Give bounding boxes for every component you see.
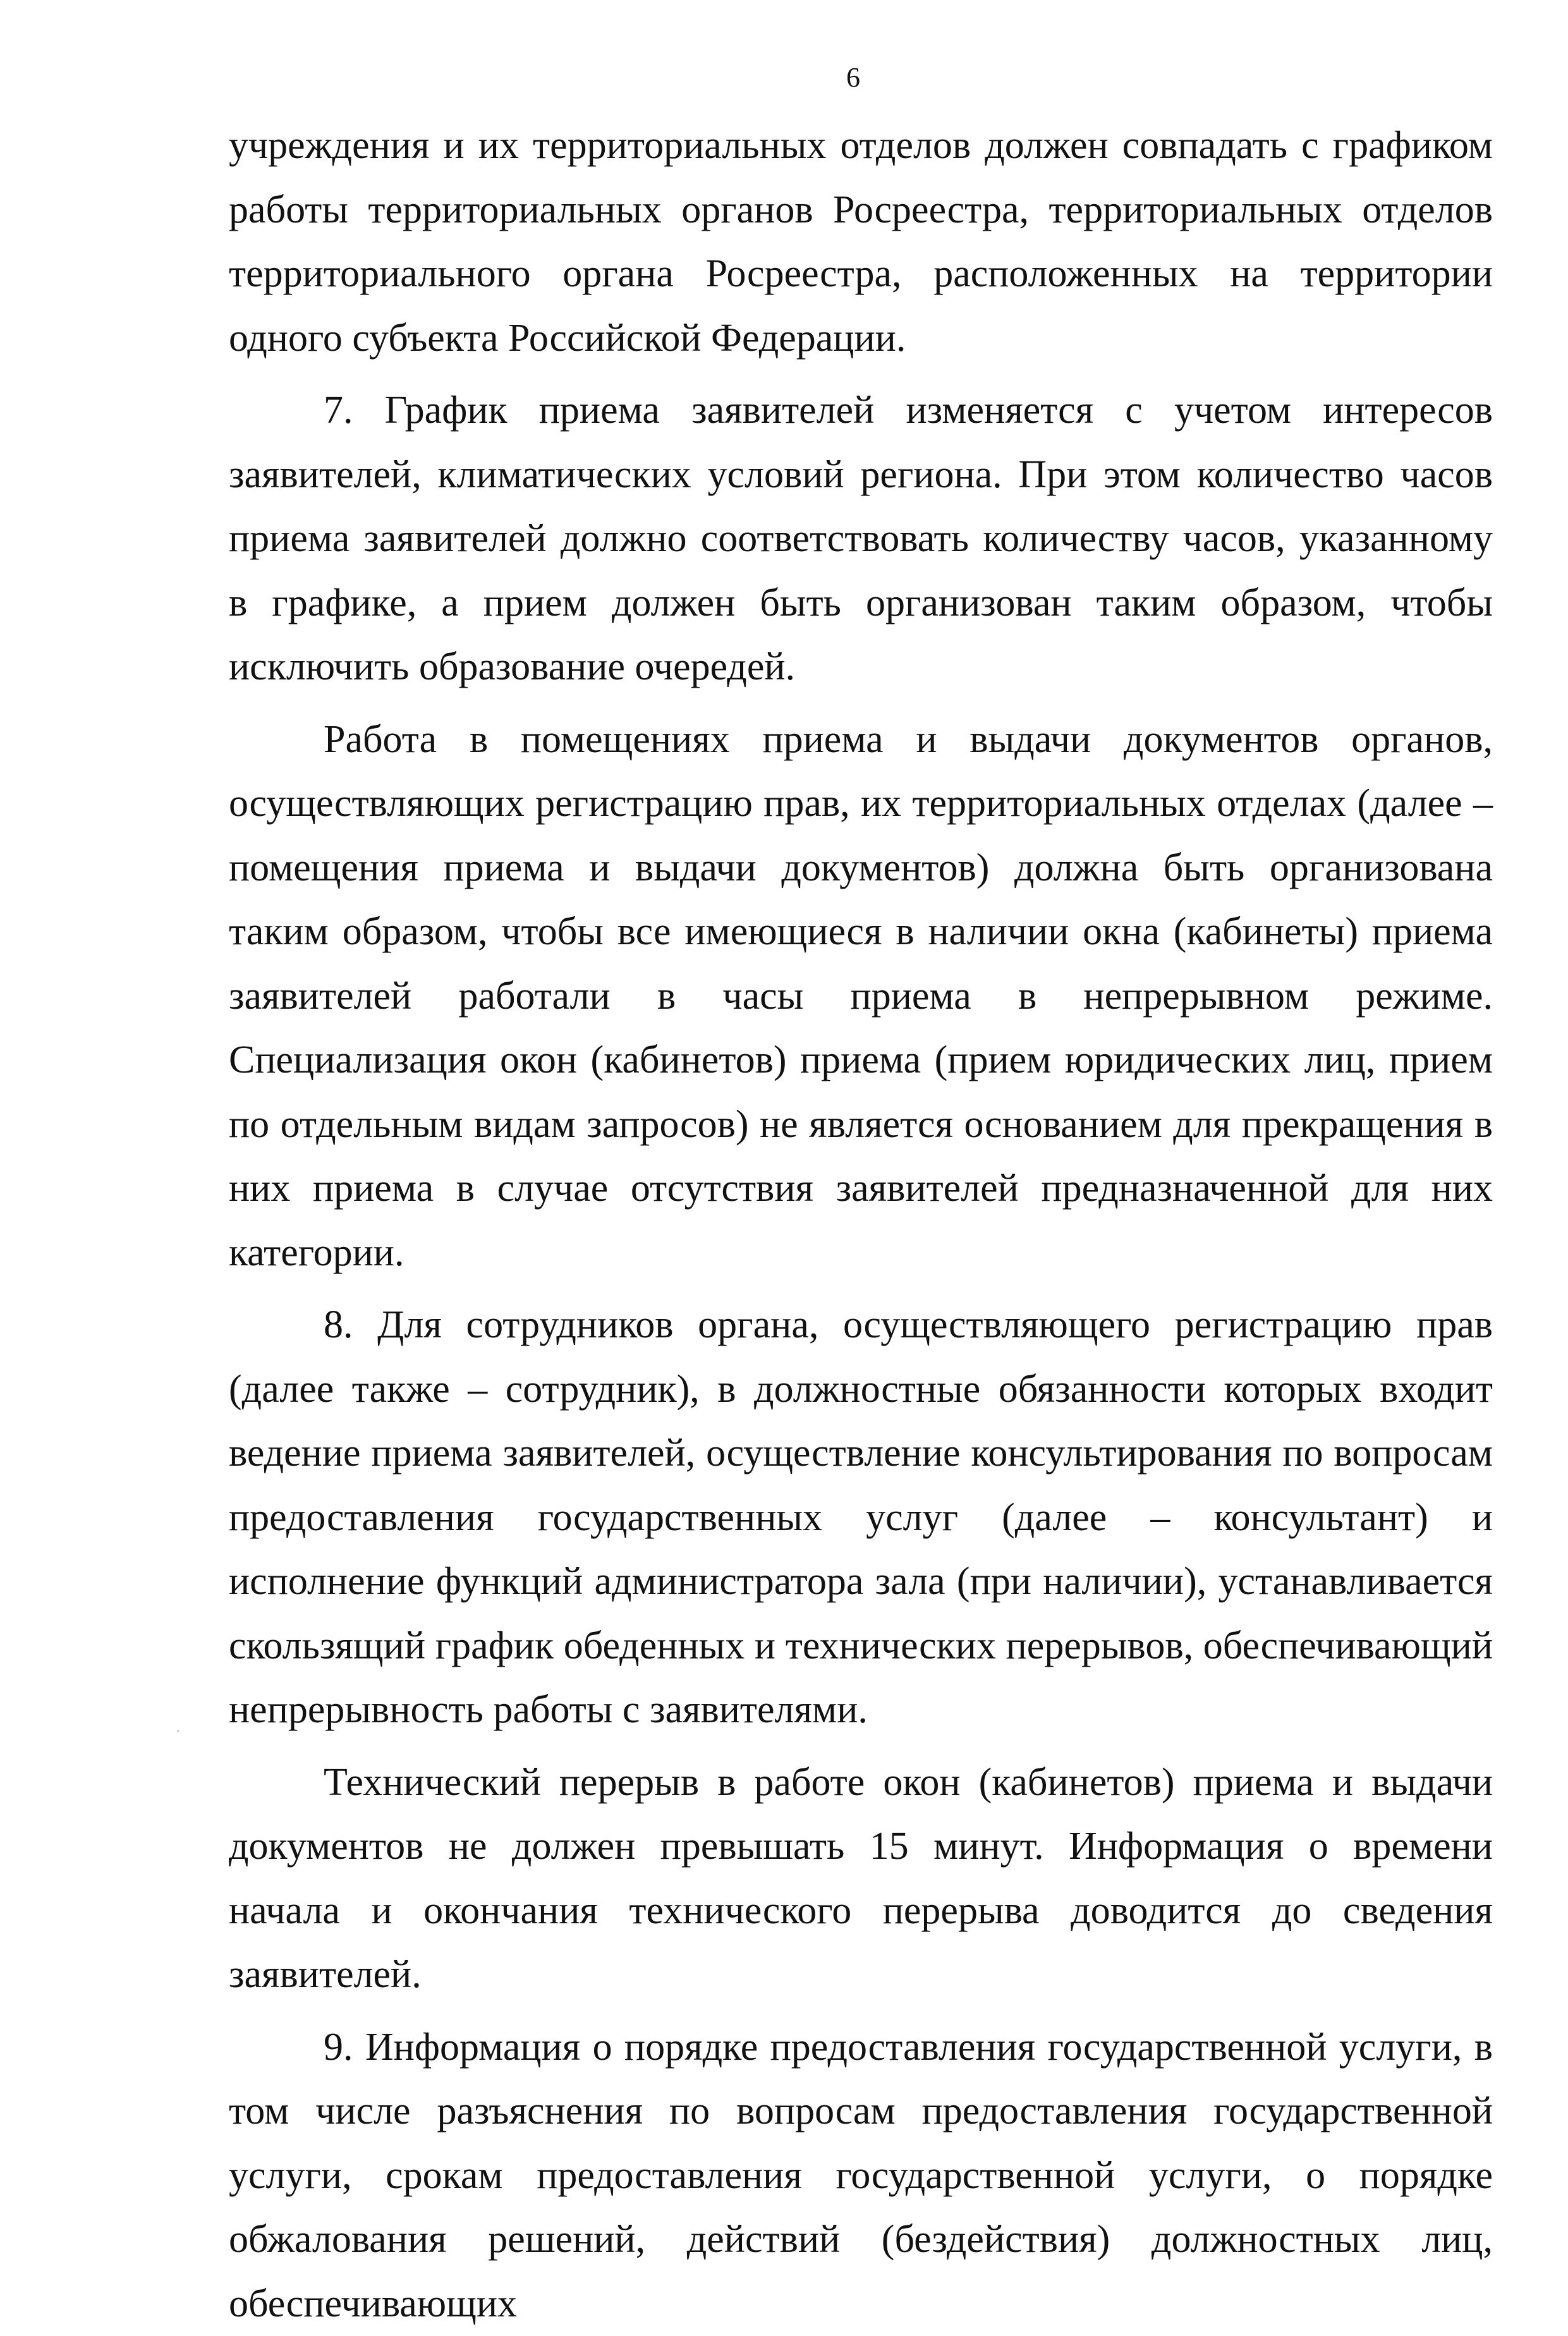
paragraph-reception-rooms: Работа в помещениях приема и выдачи документов органов, осуществляющих регистрацию прав, их территориальных отделах (далее – помещения приема и выдачи документов) должна быть организована таким образом, чтобы все имеющиеся в наличии окна (кабинеты) приема заявителей работали в часы приема в непрерывном режиме. Специализация окон (кабинетов) приема (прием юридических лиц, прием по отдельным видам запросов) не является основанием для прекращения в них приема в случае отсутствия заявителей предназначенной для них категории. — [229, 708, 1493, 1286]
paragraph-item-9: 9. Информация о порядке предоставления государственной услуги, в том числе разъяснения по вопросам предоставления государственной услуги, срокам предоставления государственной услуги, о порядке обжалования решений, действий (бездействия) должностных лиц, обеспечивающих — [229, 2016, 1493, 2336]
scan-speck — [177, 1730, 179, 1732]
paragraph-item-8: 8. Для сотрудников органа, осуществляющего регистрацию прав (далее также – сотрудник), в должностные обязанности которых входит ведение приема заявителей, осуществление консультирования по вопросам предоставления государственных услуг (далее – консультант) и исполнение функций администратора зала (при наличии), устанавливается скользящий график обеденных и технических перерывов, обеспечивающий непрерывность работы с заявителями. — [229, 1293, 1493, 1743]
paragraph-technical-break: Технический перерыв в работе окон (кабинетов) приема и выдачи документов не должен превышать 15 минут. Информация о времени начала и окончания технического перерыва доводится до сведения заявителей. — [229, 1751, 1493, 2007]
paragraph-continuation: учреждения и их территориальных отделов должен совпадать с графиком работы территориальных органов Росреестра, территориальных отделов территориального органа Росреестра, расположенных на территории одного субъекта Российской Федерации. — [229, 114, 1493, 370]
document-body — [229, 114, 1493, 2336]
paragraph-item-7: 7. График приема заявителей изменяется с учетом интересов заявителей, климатических условий региона. При этом количество часов приема заявителей должно соответствовать количеству часов, указанному в графике, а прием должен быть организован таким образом, чтобы исключить образование очередей. — [229, 379, 1493, 700]
page-number: 6 — [0, 62, 1568, 94]
